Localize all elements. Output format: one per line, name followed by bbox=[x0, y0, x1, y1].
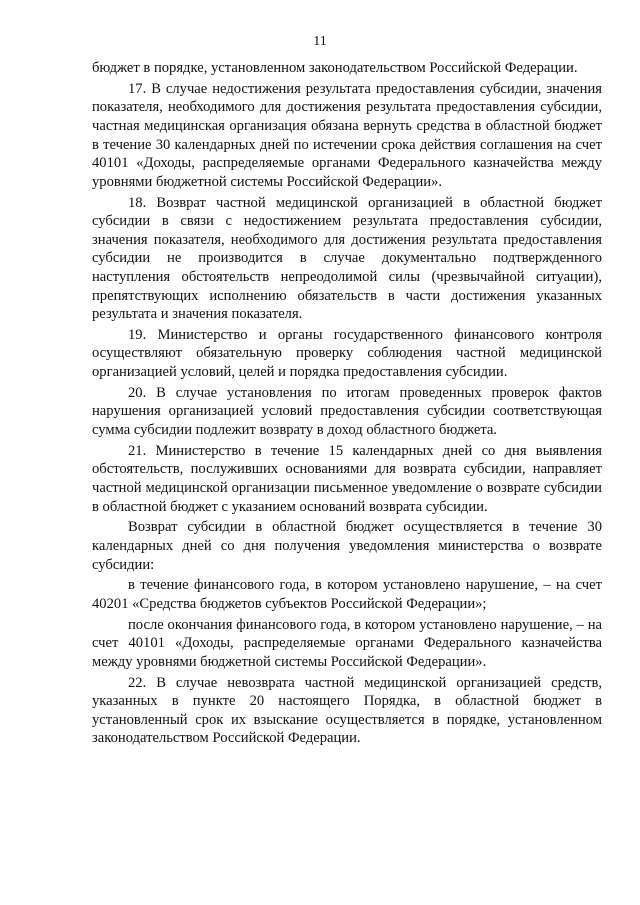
paragraph-return-terms: Возврат субсидии в областной бюджет осуществляется в течение 30 календарных дней со дня получения уведомления министерства о возврате субсидии: bbox=[92, 519, 602, 573]
paragraph-17: 17. В случае недостижения результата предоставления субсидии, значения показателя, необходимого для достижения результата предоставления субсидии, частная медицинская организация обязана вернуть средства в областной бюджет в течение 30 календарных дней по истечении срока действия соглашения на счет 40101 «Доходы, распределяемые органами Федерального казначейства между уровнями бюджетной системы Российской Федерации». bbox=[92, 80, 602, 190]
paragraph-19: 19. Министерство и органы государственного финансового контроля осуществляют обязательную проверку соблюдения частной медицинской организацией условий, целей и порядка предоставления субсидии. bbox=[92, 326, 602, 381]
page-number: 11 bbox=[313, 34, 327, 49]
paragraph-21: 21. Министерство в течение 15 календарных дней со дня выявления обстоятельств, послуживших основаниями для возврата субсидии, направляет частной медицинской организации письменное уведомление о возврате субсидии в областной бюджет с указанием оснований возврата субсидии. bbox=[92, 442, 602, 515]
paragraph-20: 20. В случае установления по итогам проведенных проверок фактов нарушения организацией условий предоставления субсидии соответствующая сумма субсидии подлежит возврату в доход областного бюджета. bbox=[92, 384, 602, 439]
document-body bbox=[92, 59, 602, 750]
paragraph-current-year: в течение финансового года, в котором установлено нарушение, – на счет 40201 «Средства бюджетов субъектов Российской Федерации»; bbox=[92, 577, 602, 612]
paragraph-22: 22. В случае невозврата частной медицинской организацией средств, указанных в пункте 20 настоящего Порядка, в областной бюджет в установленный срок их взыскание осуществляется в порядке, установленном законодательством Российской Федерации. bbox=[92, 674, 602, 747]
paragraph-after-year: после окончания финансового года, в котором установлено нарушение, – на счет 40101 «Доходы, распределяемые органами Федерального казначейства между уровнями бюджетной системы Российской Федерации». bbox=[92, 616, 602, 670]
paragraph-18: 18. Возврат частной медицинской организацией в областной бюджет субсидии в связи с недостижением результата предоставления субсидии, значения показателя, необходимого для достижения результата предоставления субсидии не производится в случае документально подтвержденного наступления обстоятельств непреодолимой силы (чрезвычайной ситуации), препятствующих исполнению обязательств в части достижения указанных результата и значения показателя. bbox=[92, 194, 602, 323]
paragraph-continuation: бюджет в порядке, установленном законодательством Российской Федерации. bbox=[92, 60, 578, 76]
